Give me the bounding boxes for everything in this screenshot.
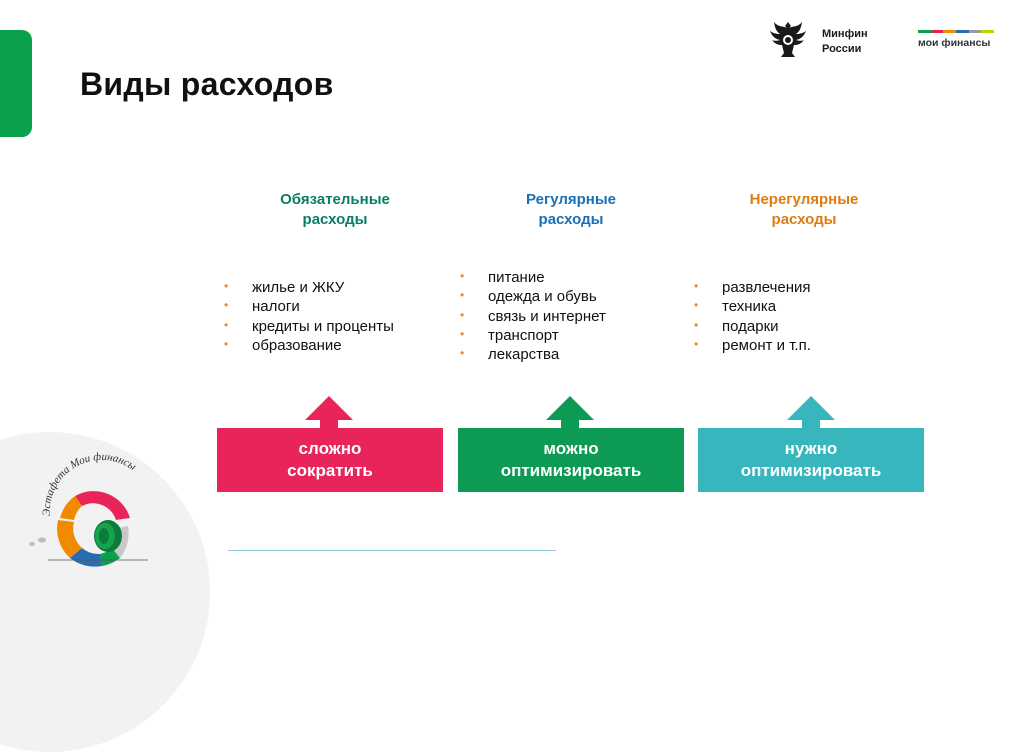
column-title-line1: Регулярные <box>525 191 617 208</box>
mandatory-list <box>224 278 394 355</box>
arrow-up-icon <box>546 396 594 420</box>
brand-label: мои финансы <box>918 37 991 49</box>
box-line2: оптимизировать <box>740 461 882 480</box>
regular-list <box>460 268 606 364</box>
brand-bar-segment <box>918 30 931 33</box>
list-item: • образование <box>224 336 342 354</box>
column-title-mandatory <box>255 190 415 230</box>
accent-tab <box>0 30 32 137</box>
logo-text: Эстафета Мои финансы <box>40 450 139 517</box>
list-item: • лекарства <box>460 346 560 364</box>
brand-bar-segment <box>956 30 969 33</box>
russian-eagle-emblem-icon <box>764 16 812 64</box>
column-title-irregular <box>722 190 886 230</box>
list-item: • связь и интернет <box>460 307 606 325</box>
column-title-regular <box>492 190 650 230</box>
list-item: • подарки <box>694 317 779 335</box>
list-item: • развлечения <box>694 279 811 296</box>
brand-bar-segment <box>943 30 956 33</box>
column-title-line2: расходы <box>302 211 368 228</box>
brand-bar-segment <box>931 30 944 33</box>
divider-line <box>228 550 556 551</box>
page-title: Виды расходов <box>80 66 334 102</box>
need-optimize-box <box>698 428 924 492</box>
relay-coin-logo-icon <box>20 448 170 568</box>
list-item: • кредиты и проценты <box>224 317 394 335</box>
minfin-line2: России <box>822 43 862 55</box>
list-item: • ремонт и т.п. <box>694 336 811 354</box>
brand-bar-segment <box>981 30 994 33</box>
column-title-line2: расходы <box>538 211 604 228</box>
list-item: • жилье и ЖКУ <box>224 279 345 296</box>
list-item: • транспорт <box>460 326 559 344</box>
hard-to-cut-box <box>217 428 443 492</box>
box-line1: нужно <box>784 439 838 458</box>
minfin-line1: Минфин <box>822 28 868 40</box>
column-title-line1: Нерегулярные <box>749 191 859 208</box>
arrow-up-icon <box>305 396 353 420</box>
box-line1: сложно <box>298 439 362 458</box>
brand-logo <box>918 30 998 49</box>
brand-bar-segment <box>969 30 982 33</box>
column-title-line1: Обязательные <box>280 191 390 208</box>
box-line2: оптимизировать <box>500 461 642 480</box>
list-item: • налоги <box>224 298 300 316</box>
box-line2: сократить <box>287 461 373 480</box>
can-optimize-box <box>458 428 684 492</box>
list-item: • питание <box>460 269 545 286</box>
irregular-list <box>694 278 811 355</box>
arrow-up-icon <box>787 396 835 420</box>
list-item: • техника <box>694 298 777 316</box>
brand-color-bar <box>918 30 994 33</box>
column-title-line2: расходы <box>771 211 837 228</box>
box-line1: можно <box>543 439 599 458</box>
svg-text:Эстафета Мои финансы <box>41 451 139 516</box>
list-item: • одежда и обувь <box>460 288 597 306</box>
minfin-label <box>822 27 868 57</box>
